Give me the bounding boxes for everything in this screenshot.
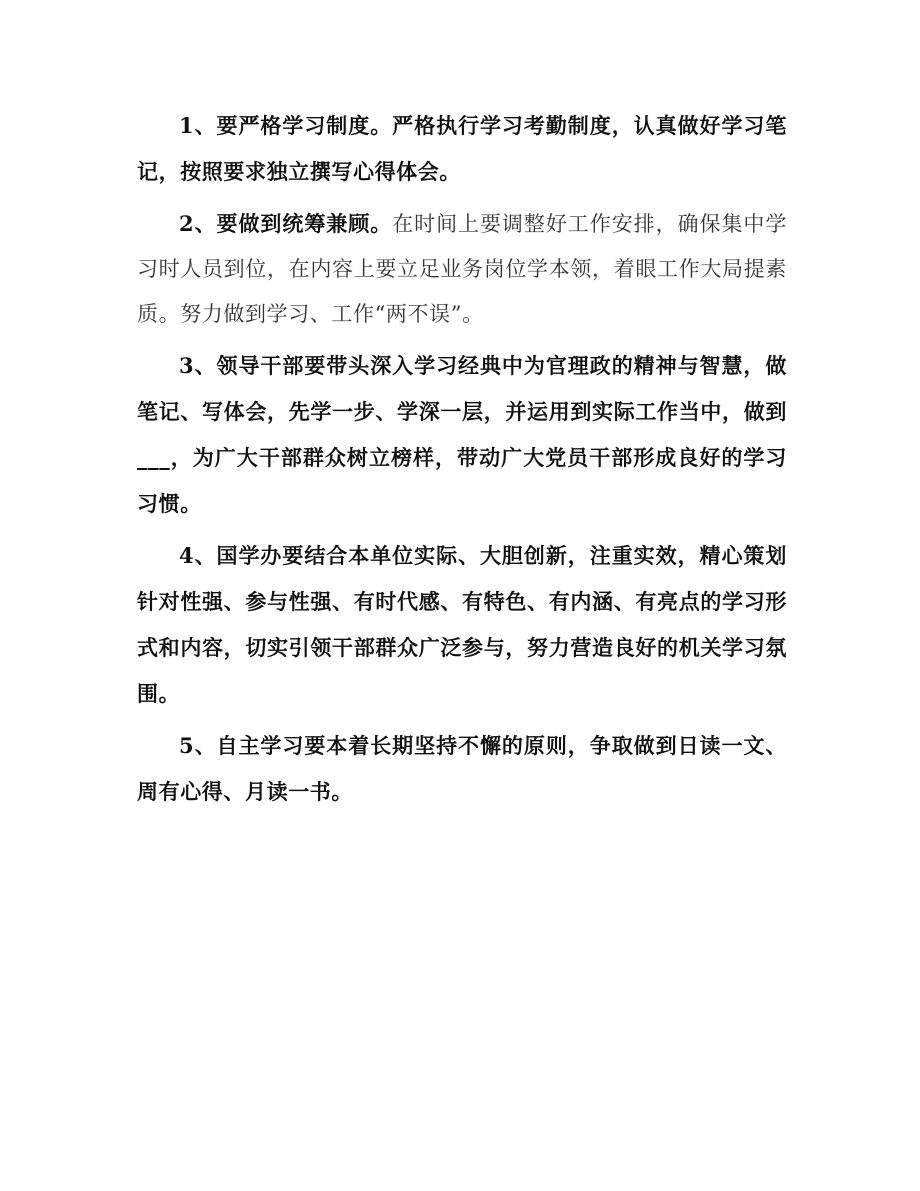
- paragraph-5: [137, 723, 787, 815]
- paragraph-3: [137, 343, 787, 527]
- paragraph-2-lead: 2、要做到统筹兼顾。: [179, 211, 393, 236]
- paragraph-1-lead: 1、要严格学习制度。: [179, 113, 393, 138]
- paragraph-3-body: 为广大干部群众树立榜样，带动广大党员干部形成良好的学习习惯。: [137, 445, 787, 516]
- paragraph-3-lead: 3、领导干部要带头深入学习经典中为官理政的精神与智慧，做笔记、写体会，先学一步、学深一层，并运用到实际工作当中，做到___，: [137, 353, 787, 470]
- paragraph-5-lead: 5、自主学习要本着长期坚持不懈的原则，争取做到日读一文、周有心得、月读一书。: [137, 733, 787, 804]
- paragraph-2: [137, 201, 787, 337]
- paragraph-1-body: 严格执行学习考勤制度，认真做好学习笔记，按照要求独立撰写心得体会。: [137, 113, 787, 184]
- paragraph-1: [137, 103, 787, 195]
- document-body: [137, 103, 787, 821]
- paragraph-2-body: 在时间上要调整好工作安排，确保集中学习时人员到位，在内容上要立足业务岗位学本领，着眼工作大局提素质。努力做到学习、工作“两不误”。: [137, 212, 787, 326]
- paragraph-4: [137, 533, 787, 717]
- paragraph-4-lead: 4、国学办要结合本单位实际、大胆创新，注重实效，精心策划针对性强、参与性强、有时代感、有特色、有内涵、有亮点的学习形式和内容，切实引领干部群众广泛参与，努力营造良好的机关学习氛围。: [137, 543, 787, 706]
